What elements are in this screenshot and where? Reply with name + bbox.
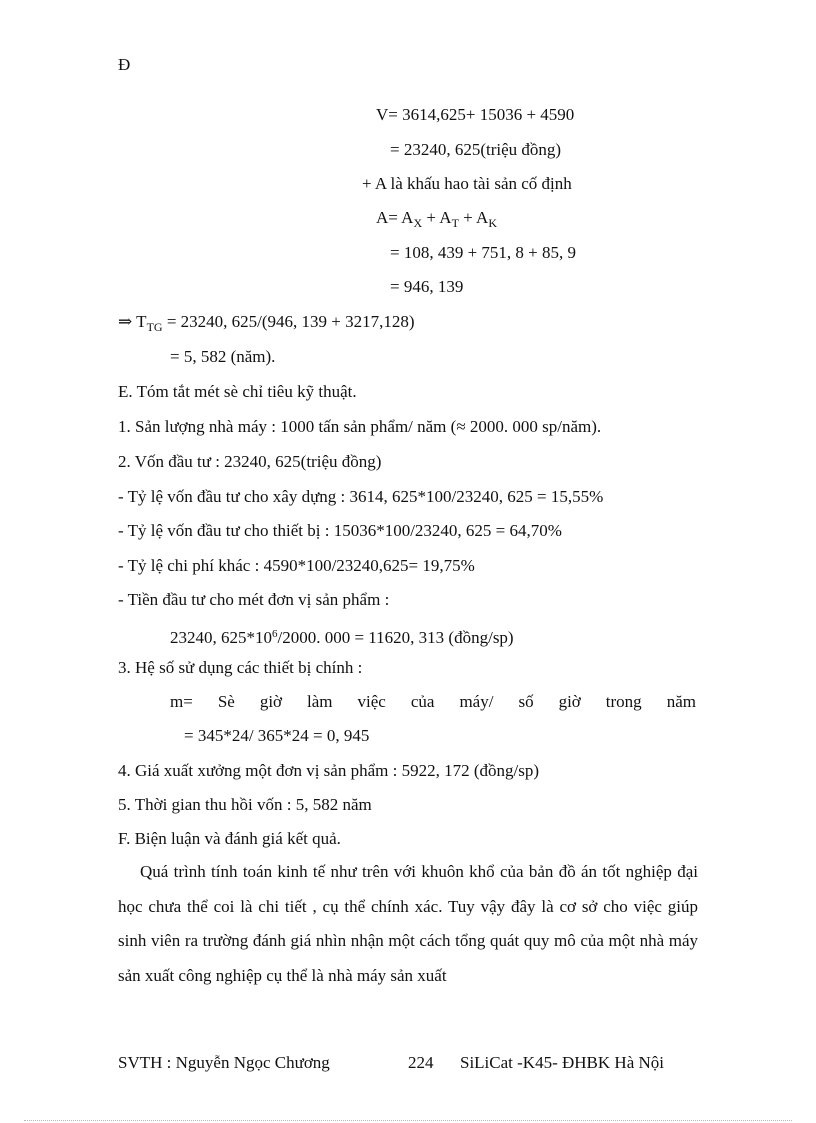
formula-a-sub-k: K [488, 216, 498, 230]
footer-page-number: 224 [408, 1053, 434, 1072]
bullet-4: - Tiền đầu tư cho mét đơn vị sản phẩm : [118, 590, 390, 609]
m-word: của [410, 692, 435, 711]
formula-a-line2: = 108, 439 + 751, 8 + 85, 9 [390, 243, 577, 262]
section-e-heading: E. Tóm tắt mét sè chỉ tiêu kỹ thuật. [118, 382, 357, 401]
formula-t-line2: = 5, 582 (năm). [170, 347, 276, 366]
page-bottom-divider [24, 1120, 792, 1121]
header-letter: Đ [118, 55, 131, 74]
depreciation-intro: + A là khấu hao tài sản cố định [362, 174, 572, 193]
m-word: giờ [259, 692, 283, 711]
formula-t-arrow: ⇒ T [118, 312, 147, 331]
formula-v-line1: V= 3614,625+ 15036 + 4590 [376, 105, 575, 124]
footer-author: SVTH : Nguyễn Ngọc Chương [118, 1053, 330, 1072]
item-1: 1. Sản lượng nhà máy : 1000 tấn sản phẩm/ năm (≈ 2000. 000 sp/năm). [118, 417, 602, 436]
m-word: Sè [217, 692, 235, 711]
formula-v-line2: = 23240, 625(triệu đồng) [390, 140, 562, 159]
item-5: 5. Thời gian thu hồi vốn : 5, 582 năm [118, 795, 372, 814]
item-4: 4. Giá xuất xưởng một đơn vị sản phẩm : 5922, 172 (đồng/sp) [118, 761, 539, 780]
m-word: năm [666, 692, 696, 711]
bullet-1: - Tỷ lệ vốn đầu tư cho xây dựng : 3614, 625*100/23240, 625 = 15,55% [118, 487, 604, 506]
m-word: việc [357, 692, 386, 711]
section-f-heading: F. Biện luận và đánh giá kết quả. [118, 829, 341, 848]
item-2: 2. Vốn đầu tư : 23240, 625(triệu đồng) [118, 452, 382, 471]
calc-post: /2000. 000 = 11620, 313 (đồng/sp) [277, 628, 514, 647]
bullet-3: - Tỷ lệ chi phí khác : 4590*100/23240,625= 19,75% [118, 556, 475, 575]
footer-school: SiLiCat -K45- ĐHBK Hà Nội [460, 1053, 664, 1072]
m-word: giờ [558, 692, 581, 711]
m-word: làm [307, 692, 333, 711]
formula-a-lhs: A= A [376, 208, 414, 227]
m-word: máy/ [459, 692, 494, 711]
formula-a-sub-t: T [451, 216, 459, 230]
formula-t-line1 [118, 312, 415, 337]
formula-a-plus-t: + A [426, 208, 452, 227]
calc-pre: 23240, 625*10 [170, 628, 272, 647]
conclusion-paragraph: Quá trình tính toán kinh tế như trên với khuôn khổ của bản đồ án tốt nghiệp đại học chưa thể coi là chi tiết , cụ thể chính xác. Tuy vậy đây là cơ sở cho việc giúp sinh viên ra trường đánh giá nhìn nhận một cách tổng quát quy mô của một nhà máy sản xuất công nghiệp cụ thể là nhà máy sản xuất [118, 862, 698, 985]
formula-t-sub: TG [146, 320, 163, 334]
m-calculation: = 345*24/ 365*24 = 0, 945 [184, 726, 370, 745]
m-word: trong [605, 692, 642, 711]
formula-a-sub-x: X [413, 216, 423, 230]
m-word: m= [170, 692, 193, 711]
formula-a-line1 [376, 208, 497, 233]
bullet-2: - Tỷ lệ vốn đầu tư cho thiết bị : 15036*100/23240, 625 = 64,70% [118, 521, 562, 540]
m-word: số [518, 692, 534, 711]
item-3: 3. Hệ số sử dụng các thiết bị chính : [118, 658, 363, 677]
formula-a-plus-k: + A [463, 208, 489, 227]
m-definition-line [170, 692, 696, 712]
bullet-4-calculation [170, 624, 514, 648]
calc-exponent: 6 [272, 628, 278, 640]
formula-t-rest: = 23240, 625/(946, 139 + 3217,128) [162, 312, 415, 331]
formula-a-line3: = 946, 139 [390, 277, 464, 296]
